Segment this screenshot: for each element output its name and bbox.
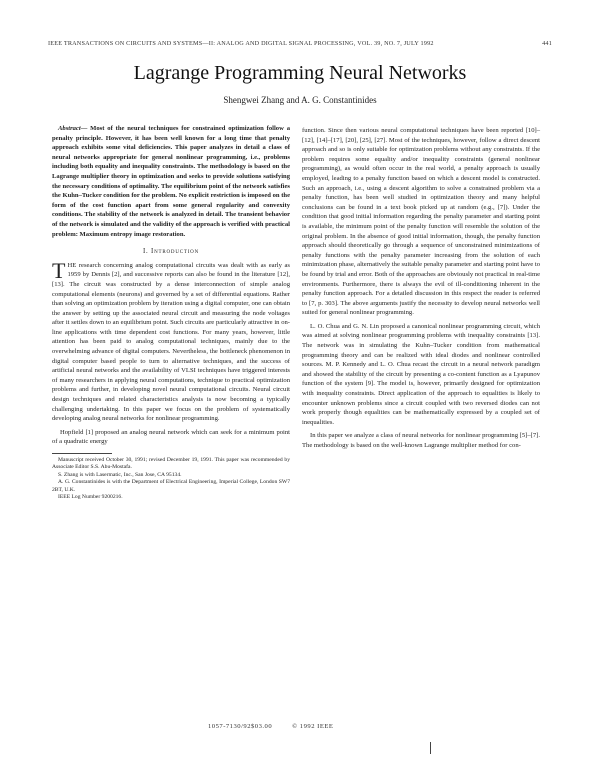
footnote-manuscript: Manuscript received October 30, 1991; revised December 19, 1991. This paper was recommended by Associate Editor S.S. Abu-Mostafa.	[52, 457, 290, 471]
footnote-author-2: A. G. Constantinides is with the Department of Electrical Engineering, Imperial College, London SW7 2BT, U.K.	[52, 479, 290, 493]
author-line: Shengwei Zhang and A. G. Constantinides	[223, 95, 377, 105]
copyright-notice: © 1992 IEEE	[292, 723, 334, 730]
intro-paragraph-1	[52, 257, 290, 424]
section-heading-introduction: I. Introduction	[142, 248, 200, 256]
crop-mark	[430, 742, 431, 754]
footnote-author-1: S. Zhang is with Lasermatic, Inc., San Jose, CA 95134.	[58, 471, 182, 478]
abstract-label: Abstract—	[58, 125, 88, 132]
publication-code: 1057-7130/92$03.00	[208, 723, 273, 730]
right-paragraph-3: In this paper we analyze a class of neural networks for nonlinear programming [5]–[7]. The methodology is based on the well-known Lagrange multiplier method for con-	[302, 432, 540, 449]
footnote-log-number: IEEE Log Number 9200216.	[58, 494, 123, 501]
intro-paragraph-1-text: HE research concerning analog computational circuits was dealt with as early as 1959 by Dennis [2], and successive reports can also be found in the literature [12], [13]. The circuit was constructed by a dense interconnection of simple analog computational elements (neurons) and governed by a set of differential equations. Rather than solving an optimization problem by iteration using a digital computer, one can obtain the answer by setting up the associated neural circuit and measuring the node voltages after it settles down to an equilibrium point. Such circuits are particularly attractive in on-line applications with time dependent cost functions. For many years, however, little attention has been paid to analog computational techniques, mainly due to the overwhelming advance of digital computers. Nevertheless, the bottleneck phenomenon in digital computer based people to turn to alternative techniques, and the success of artificial neural networks and the availability of VLSI techniques have triggered interests of many researchers in applying neural computations, technique to practical optimization problems and further, in developing novel neural computational circuits. Neural circuit design techniques and related characteristics analysis is now becoming a typically challenging undertaking. In this paper we focus on the problem of systematically developing analog neural networks for nonlinear programming.	[52, 261, 290, 423]
journal-header: IEEE TRANSACTIONS ON CIRCUITS AND SYSTEMS—II: ANALOG AND DIGITAL SIGNAL PROCESSING, VOL. 39, NO. 7, JULY 1992	[48, 40, 434, 47]
left-column	[52, 124, 290, 501]
drop-cap: T	[52, 257, 66, 283]
running-header	[48, 40, 552, 47]
paper-title: Lagrange Programming Neural Networks	[133, 62, 467, 84]
abstract	[52, 124, 290, 239]
right-paragraph-1: function. Since then various neural computational techniques have been reported [10]–[12], [14]–[17], [20], [25], [27]. Most of the techniques, however, follow a direct descent approach and so is only suitable for optimization problems without any constraints. If the problem requires some equality and/or inequality constraints (general nonlinear programming), as would often occur in the real world, a penalty approach is usually employed, leading to a penalty function based on which a descent model is constructed. Such an approach, i.e., using a descent algorithm to solve a constrained problem via a penalty function, has been well studied in optimization theory and many helpful conclusions can be found in a text book picked up at random (e.g., [7]). Under the condition that good initial information regarding the penalty parameter and starting point is available, the minimum point of the penalty function will resemble the solution of the original problem. In the absence of good initial information, though, the penalty function approach should theoretically go through a sequence of unconstrained minimizations of penalty functions with the penalty parameter increasing from the solution of each minimization phase, alternatively the suitable penalty parameter and starting point have to be found by trial and error. Both of the approaches are obviously not practical in real-time environments. Furthermore, there is always the evil of ill-conditioning inherent in the penalty function approach. For a detailed discussion in this respect the reader is referred to [7, p. 303]. The above arguments justify the necessity to develop neural networks well suited for general nonlinear programming.	[302, 127, 540, 317]
intro-paragraph-2: Hopfield [1] proposed an analog neural network which can seek for a minimum point of a quadratic energy	[52, 428, 290, 446]
page-footer	[208, 723, 333, 730]
page-number: 441	[542, 40, 552, 47]
right-paragraph-2: L. O. Chua and G. N. Lin proposed a canonical nonlinear programming circuit, which was aimed at solving nonlinear programming problems with inequality constraints [13]. The network was in simulating the Kuhn–Tucker condition from mathematical programming theory and can be realized with ideal diodes and nonlinear controlled sources. M. P. Kennedy and L. O. Chua recast the circuit in a neural network paradigm and showed the stability of the circuit by presenting a co-content function as a Lyapunov function of the system [9]. The model is, however, primarily designed for optimization with inequality constraints. Direct application of the approach to equalities is likely to encounter unknown problems since a circuit coupled with two reversed diodes can not work properly though equalities can be mathematically expressed by a coupled set of inequalities.	[302, 322, 540, 426]
abstract-text: Most of the neural techniques for constrained optimization follow a penalty principle. However, it has been well known for a long time that penalty approach exhibits some vital deficiencies. This paper analyzes in detail a class of neural networks appropriate for general nonlinear programming, i.e., problems including both equality and inequality constraints. The methodology is based on the Lagrange multiplier theory in optimization and seeks to provide solutions satisfying the necessary conditions of optimality. The equilibrium point of the network satisfies the Kuhn–Tucker condition for the problem. No explicit restriction is imposed on the form of the cost function apart from some general regularity and convexity conditions. The stability of the network is analyzed in detail. The transient behavior of the network is simulated and the validity of the approach is verified with practical problem: Maximum entropy image restoration.	[52, 125, 290, 238]
right-column	[302, 126, 540, 455]
footnote-rule	[52, 453, 112, 454]
